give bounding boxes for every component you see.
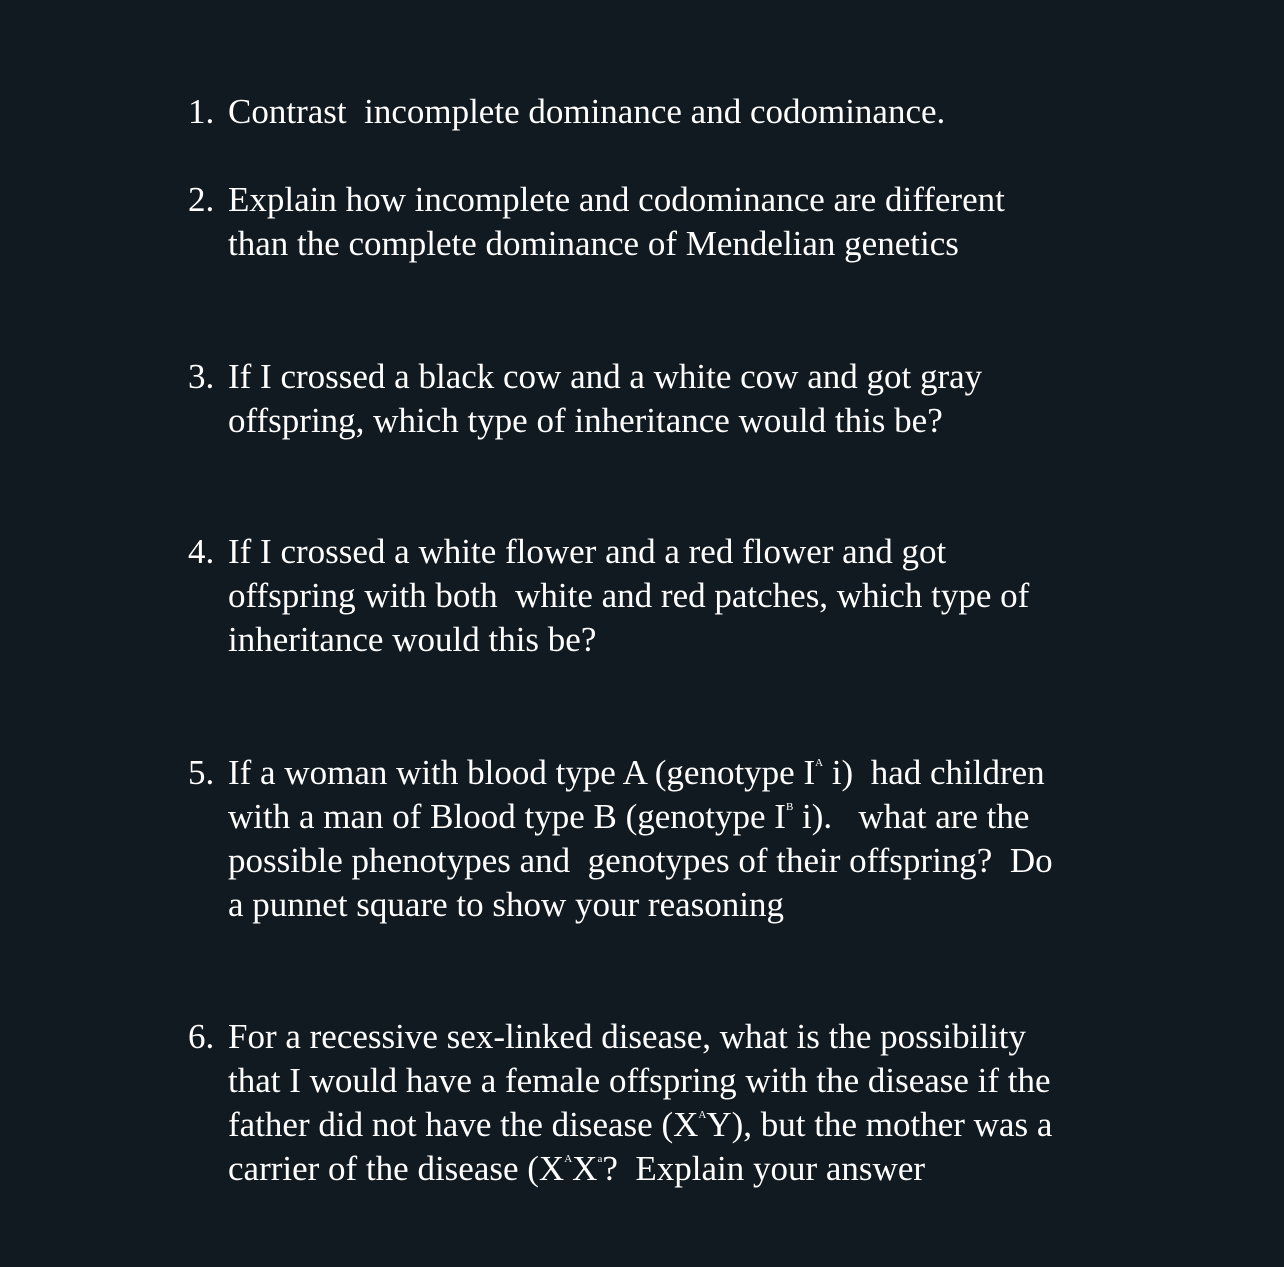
question-text: Explain how incomplete and codominance are different <box>228 180 1005 219</box>
question-text: carrier of the disease (X <box>228 1149 565 1188</box>
question-3 <box>188 355 1268 443</box>
question-text: If I crossed a black cow and a white cow and got gray <box>228 357 983 396</box>
allele-superscript: A <box>564 1153 573 1165</box>
allele-superscript: a <box>597 1153 603 1165</box>
question-text: than the complete dominance of Mendelian genetics <box>228 224 959 263</box>
question-text: offspring with both white and red patches, which type of <box>228 576 1030 615</box>
question-text: i). what are the <box>793 797 1030 836</box>
question-number: 3. <box>188 357 215 396</box>
question-number: 6. <box>188 1017 215 1056</box>
question-text: father did not have the disease (X <box>228 1105 699 1144</box>
question-2 <box>188 178 1268 266</box>
question-text: inheritance would this be? <box>228 620 597 659</box>
question-text: possible phenotypes and genotypes of their offspring? Do <box>228 841 1053 880</box>
allele-superscript: A <box>698 1109 707 1121</box>
question-number: 5. <box>188 753 215 792</box>
question-text: Y), but the mother was a <box>706 1105 1053 1144</box>
question-text: a punnet square to show your reasoning <box>228 885 784 924</box>
question-1 <box>188 90 1268 134</box>
question-text: that I would have a female offspring with the disease if the <box>228 1061 1051 1100</box>
allele-superscript: A <box>815 757 824 769</box>
question-text: ? Explain your answer <box>602 1149 926 1188</box>
question-4 <box>188 530 1268 662</box>
question-text: i) had children <box>823 753 1045 792</box>
question-text: Contrast incomplete dominance and codominance. <box>228 92 946 131</box>
question-text: If a woman with blood type A (genotype I <box>228 753 816 792</box>
question-5 <box>188 751 1268 927</box>
allele-superscript: B <box>785 801 794 813</box>
question-6 <box>188 1015 1268 1191</box>
question-text: with a man of Blood type B (genotype I <box>228 797 786 836</box>
question-text: For a recessive sex-linked disease, what is the possibility <box>228 1017 1027 1056</box>
question-text: offspring, which type of inheritance would this be? <box>228 401 943 440</box>
question-text: X <box>572 1149 598 1188</box>
question-text: If I crossed a white flower and a red flower and got <box>228 532 947 571</box>
question-number: 4. <box>188 532 215 571</box>
question-number: 2. <box>188 180 215 219</box>
question-number: 1. <box>188 92 215 131</box>
